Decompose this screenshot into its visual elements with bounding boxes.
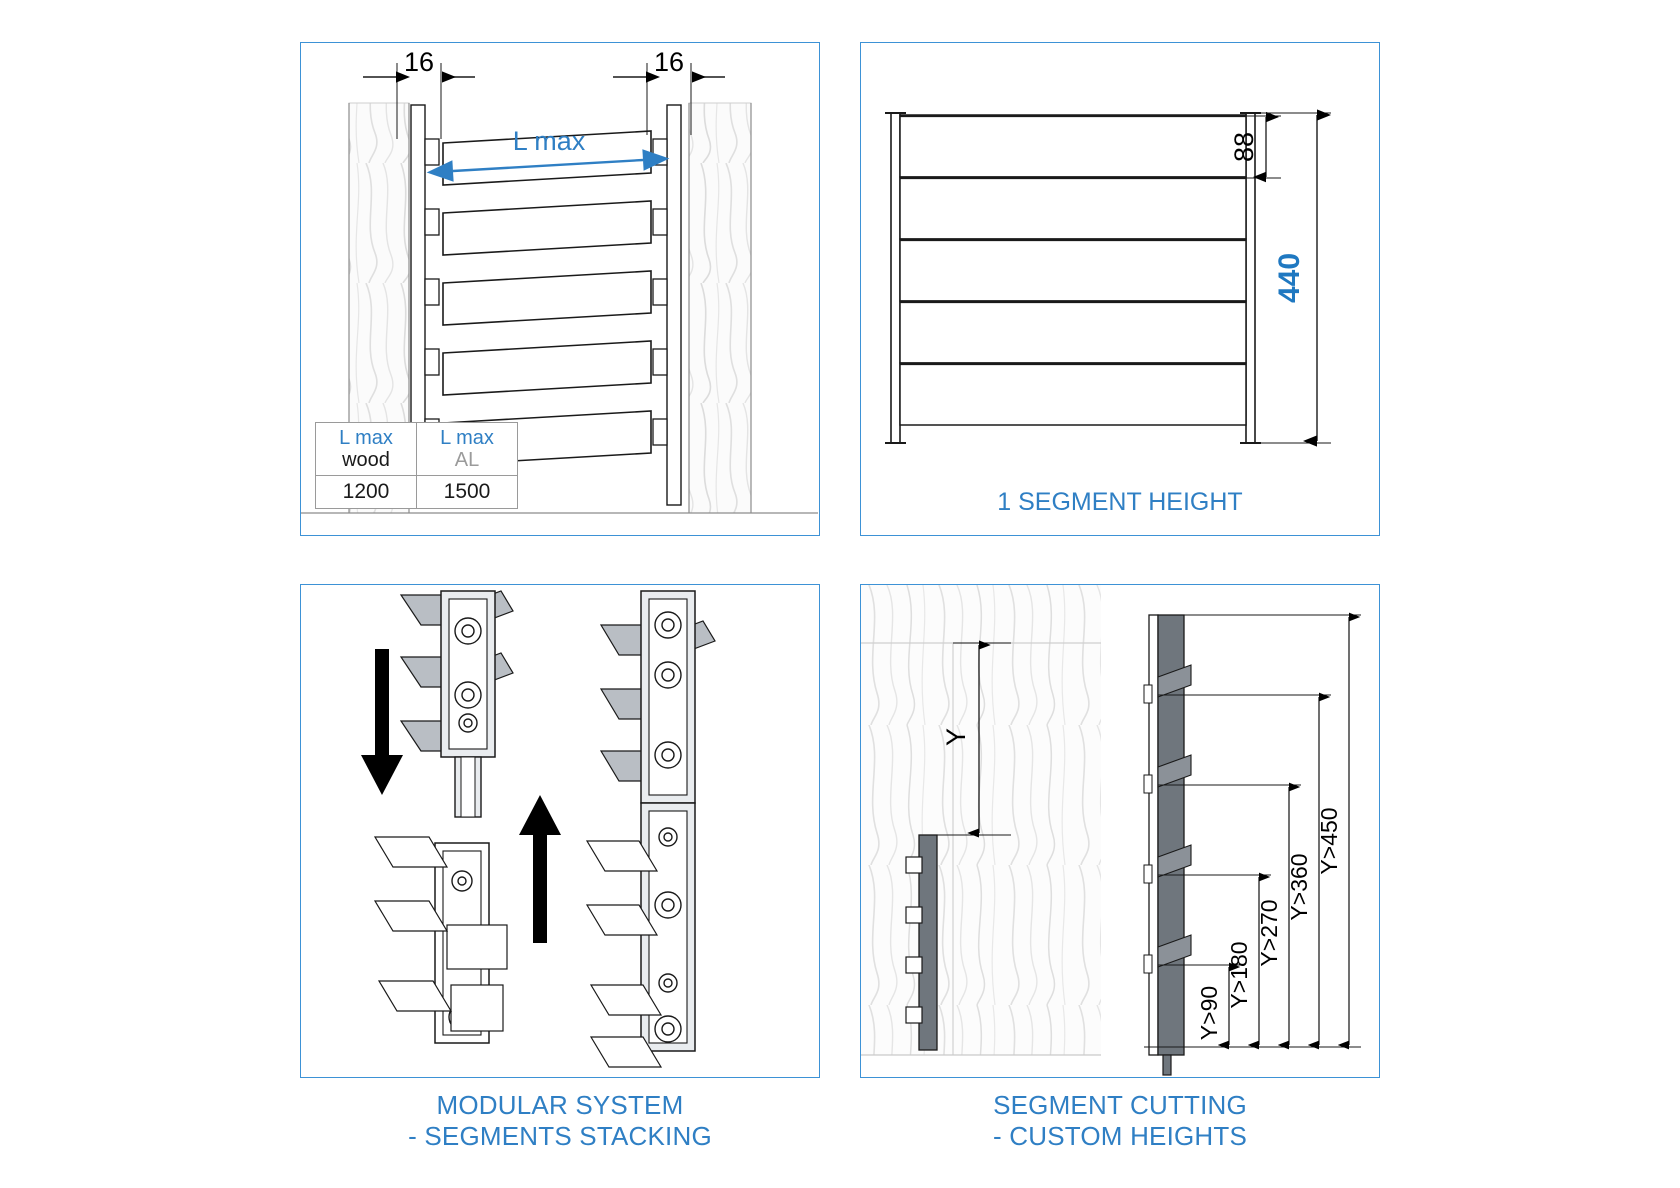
dim-16-left: 16 [403, 47, 435, 77]
segment-cutting-drawing [861, 585, 1378, 1076]
dim-y450: Y>450 [1316, 807, 1342, 875]
modular-system-drawing [301, 585, 818, 1076]
lmax-table-header-wood [316, 423, 417, 476]
lmax-value-wood: 1200 [316, 476, 417, 509]
lmax-wood-h2: wood [342, 449, 390, 471]
lmax-value-al: 1500 [417, 476, 518, 509]
dim-y180: Y>180 [1226, 941, 1252, 1009]
caption-modular-line2: - SEGMENTS STACKING [408, 1120, 712, 1151]
panel-segment-cutting [860, 584, 1380, 1078]
dim-88: 88 [1229, 131, 1259, 163]
caption-segment-cutting [860, 1090, 1380, 1151]
lmax-arrow-label: L max [512, 126, 586, 156]
caption-cutting-line2: - CUSTOM HEIGHTS [992, 1120, 1248, 1151]
dim-440: 440 [1273, 252, 1306, 304]
lmax-table-header-al [417, 423, 518, 476]
lmax-al-h1: L max [440, 426, 494, 449]
dim-y270: Y>270 [1256, 899, 1282, 967]
caption-cutting-line1: SEGMENT CUTTING [993, 1090, 1247, 1120]
dim-Y: Y [941, 727, 971, 747]
caption-modular-system [300, 1090, 820, 1151]
panel-segment-height [860, 42, 1380, 536]
caption-segment-height: 1 SEGMENT HEIGHT [997, 488, 1243, 516]
segment-height-drawing [861, 43, 1378, 483]
arrow-down-icon [361, 649, 403, 795]
lmax-al-h2: AL [454, 449, 480, 471]
arrow-up-icon [519, 795, 561, 943]
lmax-table [315, 422, 518, 509]
dim-y90: Y>90 [1196, 985, 1222, 1041]
caption-modular-line1: MODULAR SYSTEM [436, 1090, 684, 1120]
lmax-wood-h1: L max [339, 426, 393, 449]
dim-y360: Y>360 [1286, 853, 1312, 921]
panel-modular-system [300, 584, 820, 1078]
panel-lmax [300, 42, 820, 536]
dim-16-right: 16 [653, 47, 685, 77]
